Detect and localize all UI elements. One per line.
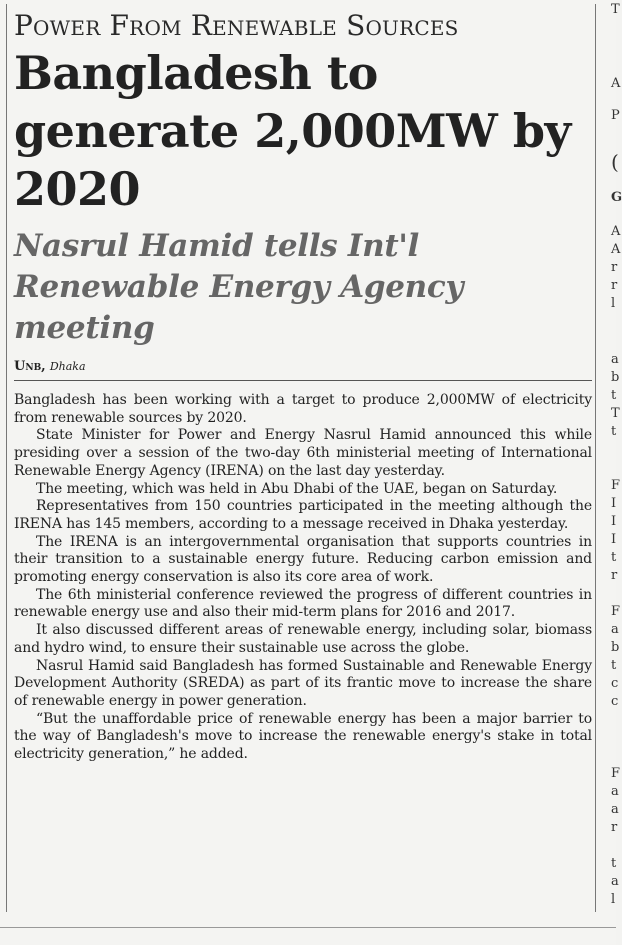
edge-letter: A — [611, 224, 621, 239]
edge-letter: F — [611, 604, 621, 619]
edge-letter: I — [611, 496, 617, 511]
edge-letter: a — [611, 622, 619, 637]
edge-letter: T — [611, 406, 620, 421]
edge-letter: l — [611, 296, 616, 311]
edge-letter: c — [611, 694, 619, 709]
edge-letter: l — [611, 892, 616, 907]
right-column-rule — [595, 4, 596, 912]
edge-letter: P — [611, 108, 620, 123]
paragraph: Bangladesh has been working with a target to produce 2,000MW of electricity from renewable sources by 2020. — [14, 392, 592, 426]
edge-letter: F — [611, 478, 621, 493]
headline: Bangladesh to generate 2,000MW by 2020 — [14, 46, 571, 216]
adjacent-column-edge — [600, 0, 622, 920]
byline — [14, 359, 592, 377]
edge-letter: a — [611, 874, 619, 889]
byline-place: Dhaka — [49, 360, 86, 373]
edge-letter: t — [611, 856, 617, 871]
paragraph: “But the unaffordable price of renewable energy has been a major barrier to the way of Bangladesh's move to increase the renewable energy's stake in total electricity generation,” he added. — [14, 710, 592, 763]
edge-letter: t — [611, 388, 617, 403]
paragraph: Representatives from 150 countries participated in the meeting although the IRENA has 145 members, according to a message received in Dhaka yesterday. — [14, 498, 592, 532]
edge-letter: I — [611, 532, 617, 547]
byline-agency: Unb, — [14, 359, 46, 374]
edge-letter: I — [611, 514, 617, 529]
left-column-rule — [6, 4, 7, 912]
paragraph: The 6th ministerial conference reviewed the progress of different countries in renewable energy use and also their mid-term plans for 2016 and 2017. — [14, 586, 592, 621]
edge-letter: G — [611, 190, 622, 205]
edge-letter: a — [611, 802, 619, 817]
edge-letter: ( — [611, 150, 619, 174]
article — [14, 10, 592, 764]
paragraph: Nasrul Hamid said Bangladesh has formed Sustainable and Renewable Energy Development Authority (SREDA) as part of its frantic move to increase the share of renewable energy in power generation. — [14, 657, 592, 709]
edge-letter: b — [611, 640, 620, 655]
edge-letter: t — [611, 424, 617, 439]
edge-letter: r — [611, 260, 618, 275]
edge-letter: b — [611, 370, 620, 385]
edge-letter: a — [611, 784, 619, 799]
edge-letter: r — [611, 568, 618, 583]
paragraph: It also discussed different areas of renewable energy, including solar, biomass and hydro wind, to ensure their sustainable use across the globe. — [14, 622, 592, 656]
edge-letter: A — [611, 76, 621, 91]
edge-letter: T — [611, 2, 620, 17]
edge-letter: r — [611, 278, 618, 293]
paragraph: The meeting, which was held in Abu Dhabi of the UAE, began on Saturday. — [36, 480, 558, 497]
edge-letter: t — [611, 550, 617, 565]
bottom-rule — [0, 927, 616, 928]
edge-letter: t — [611, 658, 617, 673]
edge-letter: c — [611, 676, 619, 691]
subheadline: Nasrul Hamid tells Int'l Renewable Energy Agency meeting — [14, 228, 464, 346]
kicker: Power From Renewable Sources — [14, 9, 459, 42]
paragraph: State Minister for Power and Energy Nasrul Hamid announced this while presiding over a session of the two-day 6th ministerial meeting of International Renewable Energy Agency (IRENA) on the last day yesterday. — [14, 427, 592, 479]
edge-letter: F — [611, 766, 621, 781]
article-body — [14, 392, 592, 764]
byline-rule — [14, 380, 592, 381]
edge-letter: r — [611, 820, 618, 835]
paragraph: The IRENA is an intergovernmental organisation that supports countries in their transition to a sustainable energy future. Reducing carbon emission and promoting energy conservation is also its core area of work. — [14, 533, 592, 586]
edge-letter: A — [611, 242, 621, 257]
edge-letter: a — [611, 352, 619, 367]
